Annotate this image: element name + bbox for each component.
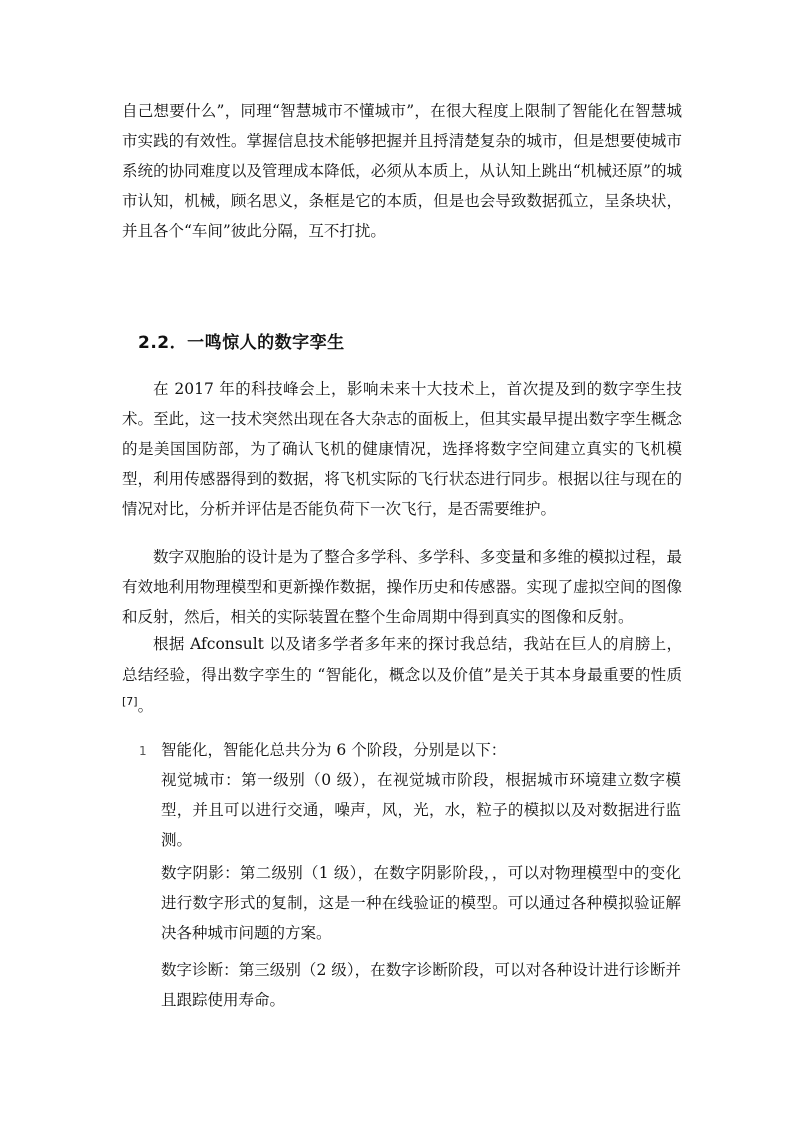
list-item-digital-diagnosis: 数字诊断：第三级别（2 级），在数字诊断阶段，可以对各种设计进行诊断并且跟踪使用寿命。	[161, 961, 681, 1009]
list-intro: 智能化，智能化总共分为 6 个阶段，分别是以下：	[161, 741, 507, 759]
paragraph-digital-twin-origin: 在 2017 年的科技峰会上，影响未来十大技术上，首次提及到的数字孪生技术。至此，这一技术突然出现在各大杂志的面板上，但其实最早提出数字孪生概念的是美国国防部，为了确认飞机的健康情况，选择将数字空间建立真实的飞机模型，利用传感器得到的数据，将飞机实际的飞行状态进行同步。根据以往与现在的情况对比，分析并评估是否能负荷下一次飞行，是否需要维护。	[122, 380, 682, 518]
list-item-visual-city: 视觉城市：第一级别（0 级），在视觉城市阶段，根据城市环境建立数字模型，并且可以进行交通，噪声，风，光，水，粒子的模拟以及对数据进行监测。	[161, 771, 681, 849]
list-number-marker: 1	[139, 744, 147, 758]
paragraph-summary-text: 根据 Afconsult 以及诸多学者多年来的探讨我总结，我站在巨人的肩膀上，总结经验，得出数字孪生的 “智能化，概念以及价值”是关于其本身最重要的性质	[122, 635, 682, 684]
paragraph-summary-end: 。	[137, 697, 154, 715]
citation-reference: [7]	[122, 694, 138, 708]
paragraph-digital-twin-design: 数字双胞胎的设计是为了整合多学科、多学科、多变量和多维的模拟过程，最有效地利用物理模型和更新操作数据，操作历史和传感器。实现了虚拟空间的图像和反射，然后，相关的实际装置在整个生命周期中得到真实的图像和反射。	[122, 548, 682, 626]
paragraph-summary	[122, 629, 682, 722]
section-heading: 2.2．一鸣惊人的数字孪生	[138, 333, 345, 353]
list-item-digital-shadow: 数字阴影：第二级别（1 级），在数字阴影阶段，，可以对物理模型中的变化进行数字形式的复制，这是一种在线验证的模型。可以通过各种模拟验证解决各种城市问题的方案。	[161, 864, 681, 942]
paragraph-smart-city: 自己想要什么”，同理“智慧城市不懂城市”，在很大程度上限制了智能化在智慧城市实践的有效性。掌握信息技术能够把握并且捋清楚复杂的城市，但是想要使城市系统的协同难度以及管理成本降低，必须从本质上，从认知上跳出“机械还原”的城市认知，机械，顾名思义，条框是它的本质，但是也会导致数据孤立，呈条块状，并且各个“车间”彼此分隔，互不打扰。	[122, 102, 682, 240]
